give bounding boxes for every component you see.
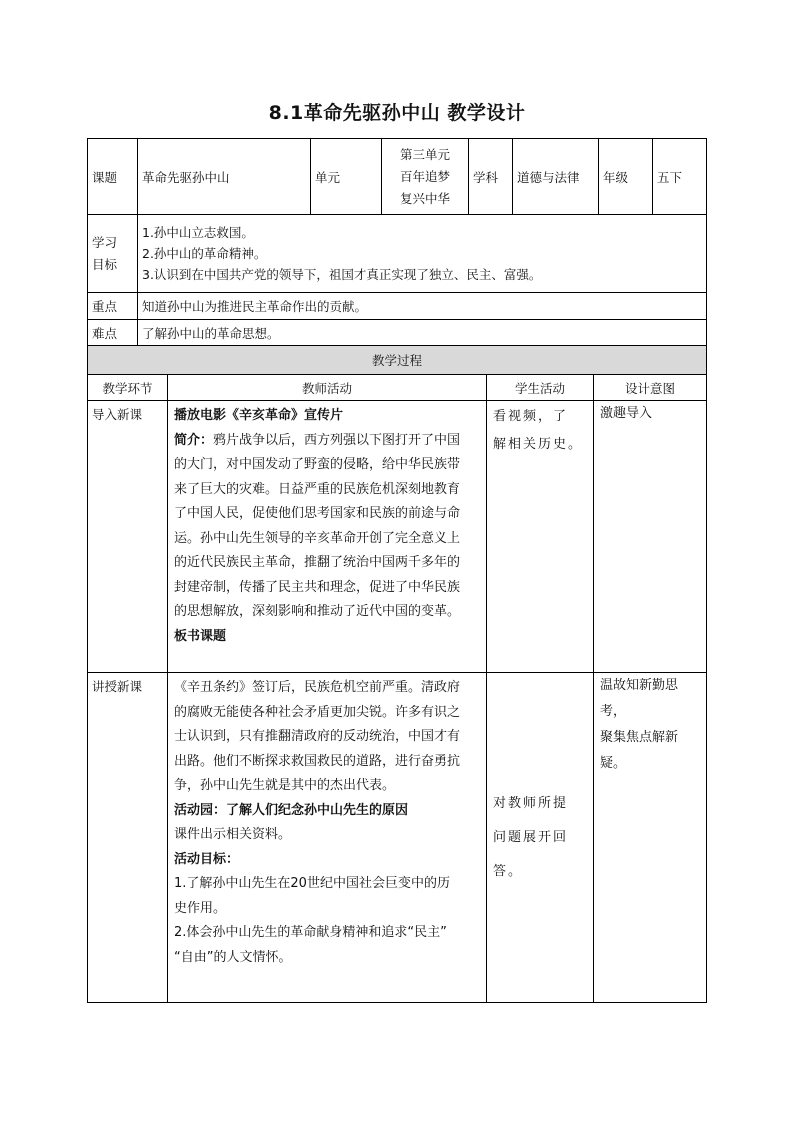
process-header: 教学过程 (88, 346, 707, 375)
goal-line: “自由”的人文情怀。 (174, 949, 292, 965)
design-text-line: 温故知新勤思考， (600, 678, 679, 719)
design-intent-cell (594, 673, 707, 1003)
subject-value: 道德与法律 (513, 139, 599, 215)
teacher-text-line: 的大门，对中国发动了野蛮的侵略，给中华民族带 (174, 457, 461, 472)
goal-line: 2.体会孙中山先生的革命献身精神和追求“民主” (174, 925, 447, 940)
design-text-line: 激趣导入 (600, 406, 653, 421)
column-header-student: 学生活动 (487, 375, 594, 401)
teacher-text-line: 了中国人民，促使他们思考国家和民族的前途与命 (174, 506, 461, 521)
design-intent-cell (594, 401, 707, 673)
key-value: 知道孙中山为推进民主革命作出的贡献。 (138, 293, 707, 320)
difficult-value: 了解孙中山的革命思想。 (138, 320, 707, 347)
goal-title: 活动目标： (174, 851, 240, 867)
teacher-text-line: 出路。他们不断探求救国救民的道路，进行奋勇抗 (174, 753, 461, 769)
activity-line: 课件出示相关资料。 (174, 827, 292, 842)
column-header-stage: 教学环节 (88, 375, 168, 401)
activity-title: 活动园：了解人们纪念孙中山先生的原因 (174, 802, 409, 818)
teacher-text-line: 士认识到，只有推翻清政府的反动统治，中国才有 (174, 729, 461, 744)
goals-label (88, 215, 138, 293)
teacher-activity-cell (168, 401, 487, 673)
teacher-activity-cell (168, 673, 487, 1003)
table-row (88, 673, 707, 1003)
subject-label: 学科 (469, 139, 513, 215)
student-text-line: 问题展开回 (493, 829, 569, 845)
teacher-text-line: 的腐败无能使各种社会矛盾更加尖锐。许多有识之 (174, 704, 461, 720)
teacher-end: 板书课题 (174, 628, 227, 644)
goal-line: 1.了解孙中山先生在20世纪中国社会巨变中的历 (174, 876, 450, 891)
unit-label: 单元 (311, 139, 382, 215)
student-text-line: 看视频，了 (493, 409, 569, 424)
goals-list (138, 215, 707, 293)
teacher-text-line: 争，孙中山先生就是其中的杰出代表。 (174, 778, 396, 793)
goal-item: 1.孙中山立志救国。 (142, 225, 254, 240)
teacher-text-line: 鸦片战争以后，西方列强以下图打开了中国 (213, 432, 461, 448)
teacher-title: 播放电影《辛亥革命》宣传片 (174, 408, 344, 423)
key-label: 重点 (88, 293, 138, 320)
stage-cell: 讲授新课 (88, 673, 168, 1003)
student-text-line: 解相关历史。 (493, 437, 584, 452)
student-activity-cell (487, 673, 594, 1003)
unit-value-line: 百年追梦 (399, 168, 450, 184)
grade-label: 年级 (599, 139, 653, 215)
teacher-text-line: 的思想解放，深刻影响和推动了近代中国的变革。 (174, 604, 461, 619)
teacher-text-line: 《辛丑条约》签订后，民族危机空前严重。清政府 (174, 680, 461, 695)
unit-value-line: 复兴中华 (399, 190, 450, 206)
teacher-text-line: 运。孙中山先生领导的辛亥革命开创了完全意义上 (174, 530, 461, 546)
goals-label-line: 目标 (92, 256, 118, 272)
topic-label: 课题 (88, 139, 138, 215)
student-text-line: 答。 (493, 863, 524, 879)
design-text-line: 聚集焦点解新疑。 (600, 730, 679, 771)
column-header-teacher: 教师活动 (168, 375, 487, 401)
unit-value (382, 139, 469, 215)
student-text-line: 对教师所提 (493, 795, 569, 811)
goal-line: 史作用。 (174, 900, 227, 916)
goal-item: 3.认识到在中国共产党的领导下，祖国才真正实现了独立、民主、富强。 (142, 267, 542, 282)
stage-cell: 导入新课 (88, 401, 168, 673)
info-table (87, 138, 707, 347)
table-row (88, 401, 707, 673)
topic-value: 革命先驱孙中山 (138, 139, 311, 215)
goal-item: 2.孙中山的革命精神。 (142, 246, 267, 261)
teacher-text-line: 封建帝制，传播了民主共和理念，促进了中华民族 (174, 579, 461, 595)
intro-label: 简介： (174, 432, 214, 448)
unit-value-line: 第三单元 (399, 146, 450, 162)
teacher-text-line: 的近代民族民主革命，推翻了统治中国两千多年的 (174, 555, 461, 570)
teacher-text-line: 来了巨大的灾难。日益严重的民族危机深刻地教育 (174, 481, 461, 497)
process-table (87, 345, 707, 1003)
difficult-label: 难点 (88, 320, 138, 347)
student-activity-cell (487, 401, 594, 673)
goals-label-line: 学习 (92, 234, 118, 250)
page-title: 8.1革命先驱孙中山 教学设计 (268, 102, 526, 124)
grade-value: 五下 (653, 139, 707, 215)
column-header-design: 设计意图 (594, 375, 707, 401)
